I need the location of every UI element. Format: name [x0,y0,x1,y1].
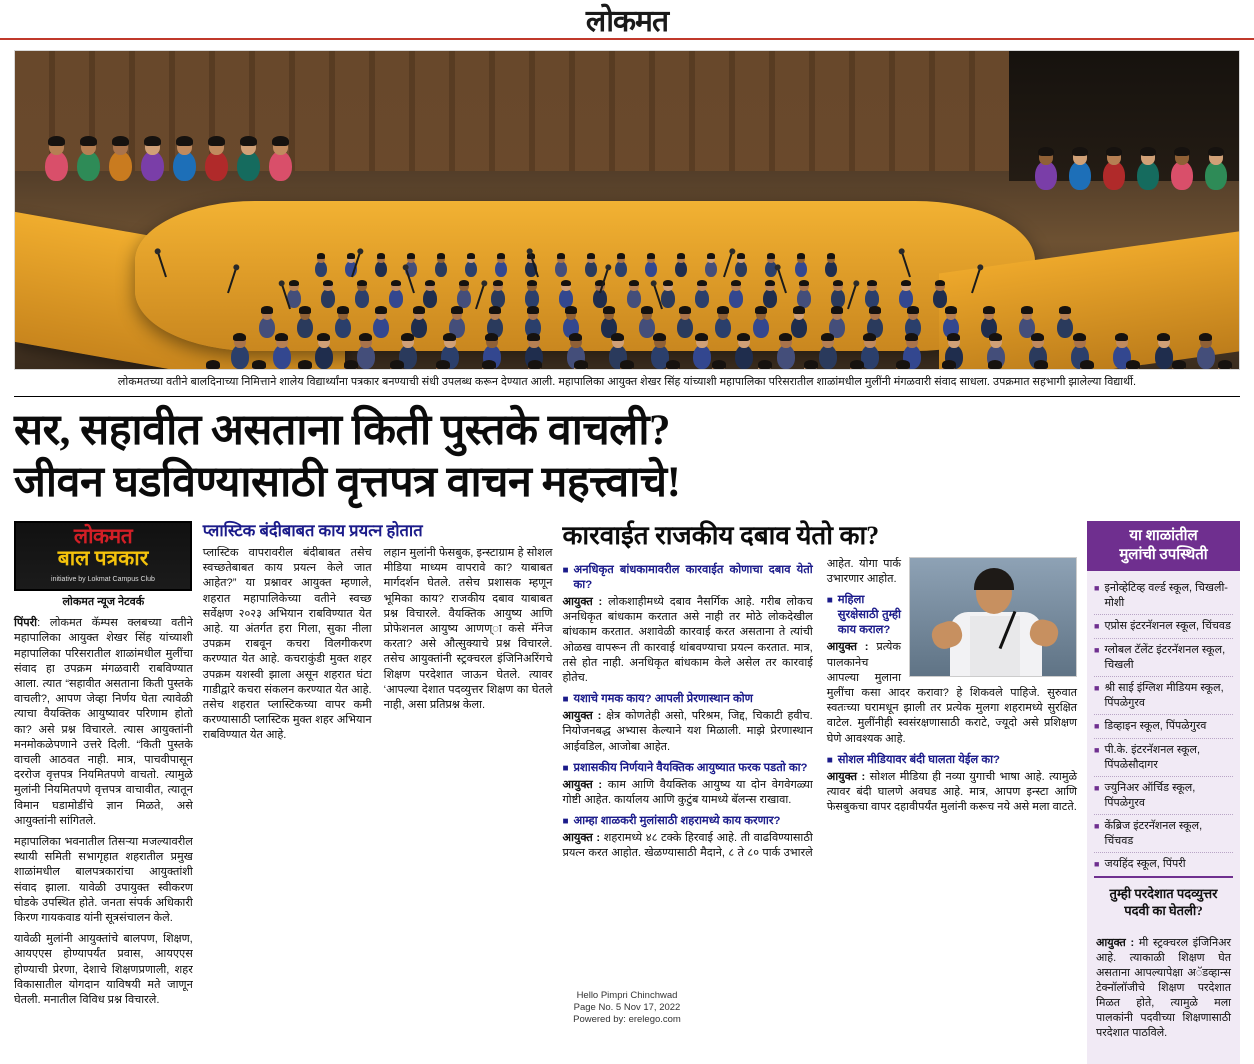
person-hair [947,333,960,341]
person-hair [737,253,746,259]
person [1197,345,1215,369]
person-hair [907,306,919,313]
person-hair [527,333,540,341]
sidebar-title-line-1: या शाळांतील [1129,528,1198,544]
list-item [1094,739,1233,777]
bullet-icon: ■ [1094,645,1100,655]
list-item [1094,577,1233,615]
person-hair [485,333,498,341]
bullet-icon: ■ [826,595,833,607]
col1-text-1: : लोकमत कॅम्पस क्लबच्या वतीने महापालिका आयुक्त शेखर सिंह यांच्याशी महापालिका परिसरातील शाळांमधील मुलींचा संवाद हा उपक्रम मंगळवारी राबविण्यात आला. त्यात “सहावीत असताना किती पुस्तके वाचली?, आपण जेव्हा निर्णय घेता त्यावेळी त्याचा वैयक्तिक आयुष्यावर परिणाम होतो का? असे प्रश्न विचारले. त्यास आयुक्तांनी मनमोकळेपणाने उत्तरे दिली. “किती पुस्तके वाचली आठवत नाही. मात्र, पाचवीपासून दररोज वृत्तपत्र नियमितपणे वाचतो. त्यामुळे मुलांनी नियमितपणे वृत्तपत्र वाचावीत, त्यातून विमान घडामोडींचे ज्ञान मिळते, असे आयुक्तांनी सांगितले. [14,617,193,827]
school-name: डिव्हाइन स्कूल, पिंपळेगुरव [1104,720,1207,732]
qa-answer-text: सोशल मीडिया ही नव्या युगाची भाषा आहे. त्यामुळे त्यावर बंदी घालणे अवघड आहे. मात्र, आपण इन्स्टा आणि फेसबुकचा वापर दहावीपर्यंत मुलांनी करूच नये असे मला वाटते. [826,770,1078,814]
page-body [0,40,1254,1064]
person-hair [1073,333,1086,341]
bullet-icon: ■ [1094,821,1100,831]
col1-paragraph-1 [14,616,193,829]
person-hair [767,253,776,259]
person-hair [401,333,414,341]
person-hair [298,360,312,369]
qa-item [562,692,812,755]
person [1155,345,1173,369]
person-hair [821,333,834,341]
person-hair [80,136,97,146]
person [729,289,743,308]
person-hair [779,333,792,341]
qa-answer-label: आयुक्त : [826,641,869,654]
masthead-logo: लोकमत [585,4,669,38]
person-hair [289,280,299,286]
person-hair [629,280,639,286]
bullet-icon: ■ [562,694,569,706]
person [375,261,387,277]
qa-item [562,761,812,808]
qa-question-text: यशाचे गमक काय? आपली प्रेरणास्थान कोण [573,693,753,706]
person [797,289,811,308]
person-hair [1031,333,1044,341]
footer-page-date: Page No. 5 Nov 17, 2022 [573,1002,681,1013]
subhead-plastic: प्लास्टिक बंदीबाबत काय प्रयत्न होतात [202,521,423,540]
person-hair [797,253,806,259]
person-hair [48,136,65,146]
person-hair [437,253,446,259]
person-hair [896,360,910,369]
person-hair [603,306,615,313]
person [735,261,747,277]
person-hair [1080,360,1094,369]
bal-patrakar-logo [14,521,192,591]
qa-answer-label: आयुक्त : [826,770,866,783]
person-hair [737,333,750,341]
person-hair [176,136,193,146]
qa-question-text: महिला सुरक्षेसाठी तुम्ही काय कराल? [837,594,902,637]
person [231,345,249,369]
person [495,261,507,277]
sidebar-answer-label: आयुक्त : [1096,937,1135,949]
person [315,261,327,277]
person-hair [391,280,401,286]
person [645,261,657,277]
person-hair [323,280,333,286]
person-hair [493,280,503,286]
school-name: पी.के. इंटरनॅशनल स्कूल, पिंपळेसौदागर [1104,744,1201,771]
person-hair [1208,147,1224,157]
person-hair [240,136,257,146]
person-hair [337,306,349,313]
person-hair [1199,333,1212,341]
person [791,317,807,338]
person-hair [712,360,726,369]
person [675,261,687,277]
bullet-icon: ■ [562,816,569,828]
sidebar-answer-text: मी स्ट्रक्चरल इंजिनिअर आहे. त्याकाळी शिक्षण घेत असताना आपल्यापेक्षा अॅडव्हान्स टेक्नॉलॉजीचे शिक्षण परदेशात मिळत होते, त्यामुळे मला पालकांनी पदवीच्या शिक्षणासाठी परदेशात पाठविले. [1096,937,1231,1039]
person-hair [252,360,266,369]
sidebar-question-head: तुम्ही परदेशात पदव्युत्तर पदवी का घेतली? [1094,876,1233,923]
person [269,151,292,181]
person [715,317,731,338]
headline-line-2: जीवन घडविण्यासाठी वृत्तपत्र वाचन महत्त्वाचे! [14,459,681,506]
bullet-icon: ■ [562,762,569,774]
person [1103,161,1125,190]
person-hair [1038,147,1054,157]
masthead [0,0,1254,40]
school-name: श्री साई इंग्लिश मीडियम स्कूल, पिंपळेगुरव [1104,682,1224,709]
person [297,317,313,338]
column-two [203,521,553,1064]
person-hair [344,360,358,369]
person-hair [869,306,881,313]
qa-block [562,557,1077,862]
photo-room-scene [15,51,1239,369]
person-hair [377,253,386,259]
person [77,151,100,181]
person-hair [1034,360,1048,369]
person-hair [663,280,673,286]
article-columns [14,521,1240,1064]
person-hair [755,306,767,313]
person [355,289,369,308]
person-hair [850,360,864,369]
bullet-icon: ■ [1094,859,1100,869]
person-hair [557,253,566,259]
person [933,289,947,308]
person-hair [272,136,289,146]
person-hair [611,333,624,341]
col1-paragraph-2: महापालिका भवनातील तिसऱ्या मजल्यावरील स्थायी समिती सभागृहात शहरातील प्रमुख शाळांमधील बालपत्रकारांचा आयुक्तांशी संवाद झाला. यावेळी उपायुक्त स्वीकरण घोडके उपस्थित होते. जनता संपर्क अधिकारी किरण गायकवाड यांनी सूत्रसंचालन केले. [14,836,193,925]
person [615,261,627,277]
qa-question [562,563,812,593]
subhead-political-pressure: कारवाईत राजकीय दबाव येतो का? [562,521,880,550]
qa-answer-text: प्रत्येक पालकानेच आपल्या मुलाना मुलींचा कसा आदर करावा? हे शिकवले पाहिजे. सुरुवात स्वतःच्या घरामधून झाली तर प्रत्येक मुलगा शहरामध्ये सुरक्षित वाटेल. मुलींनीही स्वसंरक्षणासाठी कराटे, ज्यूदो असे प्रशिक्षण घेणे आवश्यक आहे. [826,641,1078,745]
col2-text-block [203,546,553,744]
person [627,289,641,308]
footer-powered-by: Powered by: erelego.com [573,1014,681,1025]
bullet-icon: ■ [1094,783,1100,793]
qa-item [562,563,812,686]
person [1057,317,1073,338]
person-hair [697,280,707,286]
person-hair [527,280,537,286]
person-hair [407,253,416,259]
person [205,151,228,181]
person [753,317,769,338]
qa-answer-text: लोकशाहीमध्ये दबाव नैसर्गिक आहे. गरीब लोकच अनधिकृत बांधकाम करतात असे नाही तर मोठे लोकदेखील बांधकाम करतात. अशावेळी कारवाई करत असताना ते त्यांची ओळख वापरून ती कारवाई थांबवण्याचा प्रयत्न करतात. मात्र, तसे होत नाही. अनधिकृत बांधकाम केले असेल तर कारवाई होतेच. [562,596,813,685]
person-hair [1157,333,1170,341]
person-hair [359,333,372,341]
person [259,317,275,338]
person [109,151,132,181]
qa-answer-label: आयुक्त : [562,596,603,608]
list-item [1094,715,1233,739]
person [693,345,711,369]
person-hair [208,136,225,146]
person-hair [451,306,463,313]
person [273,345,291,369]
person-hair [459,280,469,286]
person-hair [144,136,161,146]
portrait-answer-text: शहरामध्ये ४८ टक्के हिरवाई आहे. ती वाढविण्यासाठी प्रयत्न करत आहोत. खेळण्यासाठी मैदाने, ८ ते ८० पार्क उभारले आहेत. योगा पार्क उभारणार आहोत. [562,558,902,860]
bullet-icon: ■ [1094,745,1100,755]
person [825,261,837,277]
school-name: इनोव्हेटिव्ह वर्ल्ड स्कूल, चिखली-मोशी [1104,582,1228,609]
bullet-icon: ■ [1094,683,1100,693]
person-hair [863,333,876,341]
col2-paragraph-1: प्लास्टिक वापरावरील बंदीबाबत तसेच स्वच्छतेबाबत काय प्रयत्न केले जात आहेत?” या प्रश्नावर आयुक्त म्हणाले, शहरात महापालिकेच्या वतीने स्वच्छ सर्वेक्षण २०२३ अभियान राबविण्यात येत आहे. या अंतर्गत हरा गिला, सुका नीला उपक्रम राबवून कचरा विलगीकरण करण्यात येत आहे. कचराकुंडी मुक्त शहर उपक्रम यशस्वी झाला असून शहरात घंटा गाडीद्वारे कचरा संकलन करण्यात येत आहे. तसेच शहरात प्लास्टिकच्या वापर कमी करण्यासाठी प्लास्टिक मुक्त शहर अभियान राबविण्यात येत आहे. [202,547,372,742]
qa-question [827,593,901,638]
person-hair [989,333,1002,341]
qa-answer-text: काम आणि वैयक्तिक आयुष्य या दोन वेगवेगळ्या गोष्टी आहेत. कार्यालय आणि कुटुंब यामध्ये बॅलन्स राखावा. [562,778,813,807]
person-hair [945,306,957,313]
school-name: जयहिंद स्कूल, पिंपरी [1104,858,1186,870]
person [1171,161,1193,190]
commissioner-portrait [909,557,1077,677]
list-item [1094,777,1233,815]
person-hair [707,253,716,259]
person [819,345,837,369]
person [1137,161,1159,190]
portrait-hair [974,568,1014,590]
person-hair [357,280,367,286]
person [661,289,675,308]
list-item [1094,615,1233,639]
byline: लोकमत न्यूज नेटवर्क [62,596,145,608]
person-hair [206,360,220,369]
person-hair [717,306,729,313]
person-hair [569,333,582,341]
school-name: ग्लोबल टॅलेंट इंटरनॅशनल स्कूल, चिखली [1104,644,1226,671]
person-hair [233,333,246,341]
person [559,289,573,308]
person-hair [317,253,326,259]
person [321,289,335,308]
qa-answer [562,778,812,808]
qa-question [562,761,812,776]
person [525,289,539,308]
person-hair [758,360,772,369]
person-hair [299,306,311,313]
person [465,261,477,277]
person [173,151,196,181]
person-hair [1172,360,1186,369]
school-name: एप्रोस इंटरनॅशनल स्कूल, चिंचवड [1104,620,1231,632]
person-hair [942,360,956,369]
person [335,317,351,338]
person-hair [317,333,330,341]
person-hair [561,280,571,286]
person-hair [793,306,805,313]
person-hair [1021,306,1033,313]
person-hair [731,280,741,286]
qa-answer [827,770,1077,816]
bullet-icon: ■ [826,754,833,766]
person-hair [565,306,577,313]
dateline: पिंपरी [14,617,38,630]
person [141,151,164,181]
person [357,345,375,369]
photo-caption: लोकमतच्या वतीने बालदिनाच्या निमित्ताने शालेय विद्यार्थ्यांना पत्रकार बनण्याची संधी उपलब्ध करून देण्यात आली. महापालिका आयुक्त शेखर सिंह यांच्याशी महापालिका परिसरातील शाळांमधील मुलींनी मंगळवारी संवाद साधला. उपक्रमात सहभागी झालेल्या विद्यार्थी. [14,370,1240,397]
person-hair [528,360,542,369]
lead-photo [14,50,1240,370]
person-hair [827,253,836,259]
person [423,289,437,308]
bullet-icon: ■ [1094,583,1100,593]
person-hair [641,306,653,313]
qa-question-text: अनधिकृत बांधकामावरील कारवाईत कोणाचा दबाव येतो का? [573,564,813,591]
person-hair [1059,306,1071,313]
person [705,261,717,277]
person [491,289,505,308]
person [831,289,845,308]
person-hair [482,360,496,369]
qa-answer [562,709,812,755]
person-hair [905,333,918,341]
person-hair [1072,147,1088,157]
person-hair [1115,333,1128,341]
column-three [562,521,1077,1064]
person-hair [653,333,666,341]
person [585,261,597,277]
qa-item [827,753,1077,816]
qa-question-text: प्रशासकीय निर्णयाने वैयक्तिक आयुष्यात फरक पडतो का? [573,761,808,774]
qa-answer [562,595,812,686]
person-hair [413,306,425,313]
person [777,345,795,369]
headline-block [14,397,1064,513]
portrait-answer-label: आयुक्त : [562,832,601,845]
person-hair [527,306,539,313]
list-item [1094,815,1233,853]
sidebar-title-line-2: मुलांची उपस्थिती [1119,547,1208,563]
person-hair [679,306,691,313]
person-hair [983,306,995,313]
school-name: केंब्रिज इंटरनॅशनल स्कूल, चिंचवड [1104,820,1203,847]
portrait-question-text: आम्हा शाळकरी मुलांसाठी शहरामध्ये काय करणार? [573,815,781,828]
bullet-icon: ■ [562,565,569,576]
person-hair [1174,147,1190,157]
school-name: ज्युनिअर ऑर्चिड स्कूल, पिंपळेगुरव [1104,782,1196,809]
person [555,261,567,277]
person-hair [935,280,945,286]
qa-question [827,753,1077,768]
person [899,289,913,308]
col2-paragraph-2: लहान मुलांनी फेसबुक, इन्स्टाग्राम हे सोशल मीडिया माध्यम वापरावे का? याबाबत मार्गदर्शन घेतले. तसेच प्रशासक म्हणून भूमिका काय? राजकीय दबाव याबाबत प्रश्न विचारले. वैयक्तिक आयुष्य आणि प्रोफेशनल आयुष्य आणण्ा कसे मॅनेज करता? असे औत्सुक्याचे प्रश्न विचारले. तसेच आयुक्तांनी स्ट्रक्चरल इंजिनिअरिंगचे शिक्षण परदेशात जाऊन घेतले. त्यावर ‘आपल्या देशात पदव्युत्तर शिक्षण का घेतले नाही, असा प्रतिप्रश्न केला. [383,547,553,712]
headline-line-1: सर, सहावीत असताना किती पुस्तके वाचली? [14,407,670,454]
person-hair [1106,147,1122,157]
person-hair [647,253,656,259]
sidebar-schools [1087,521,1240,1064]
footer-publication: Hello Pimpri Chinchwad [576,990,678,1001]
person-hair [497,253,506,259]
person-hair [1218,360,1232,369]
person [795,261,807,277]
person [373,317,389,338]
bullet-icon: ■ [1094,721,1100,731]
qa-question-text: सोशल मीडियावर बंदी घालता येईल का? [837,753,1001,766]
person-hair [831,306,843,313]
person [695,289,709,308]
person-hair [620,360,634,369]
person-hair [833,280,843,286]
qa-answer-label: आयुक्त : [562,778,603,791]
person-hair [443,333,456,341]
person [735,345,753,369]
person-hair [695,333,708,341]
person-hair [375,306,387,313]
person [457,289,471,308]
person [865,289,879,308]
sidebar-title [1087,521,1240,571]
person-hair [799,280,809,286]
person-hair [867,280,877,286]
person-hair [617,253,626,259]
person-hair [666,360,680,369]
person [1035,161,1057,190]
person-hair [574,360,588,369]
person [45,151,68,181]
person-hair [901,280,911,286]
person-hair [467,253,476,259]
person-hair [677,253,686,259]
portrait-question [562,814,812,829]
qa-answer-text: क्षेत्र कोणतेही असो, परिश्रम, जिद्द, चिकाटी हवीच. नियोजनबद्ध अभ्यास केल्याने यश मिळाली. माझे प्रेरणास्थान आईवडिल, आजोबा आहेत. [562,710,813,753]
qa-answer-label: आयुक्त : [562,710,602,723]
person [763,289,777,308]
person-hair [436,360,450,369]
portrait-kurta [970,616,1020,677]
bullet-icon: ■ [1094,621,1100,631]
person-hair [425,280,435,286]
audience-crowd [15,111,1239,369]
person-hair [347,253,356,259]
list-item [1094,639,1233,677]
person-hair [112,136,129,146]
list-item [1094,853,1233,876]
col1-paragraph-3: यावेळी मुलांनी आयुक्तांचे बालपण, शिक्षण, आयएएस होण्यापर्यंत प्रवास, आयएएस होण्याची प्रेरणा, देशाचे शिक्षणप्रणाली, शहर विकासातील योगदान याविषयी मते जाणून घेतली. मनातील विविध प्रश्न विचारले. [14,933,193,1007]
logo-line-3: initiative by Lokmat Campus Club [51,575,155,583]
logo-line-1: लोकमत [73,523,133,548]
person [1069,161,1091,190]
page-footer [0,990,1254,1026]
list-item [1094,677,1233,715]
person [315,345,333,369]
person-hair [1140,147,1156,157]
person [237,151,260,181]
column-one [14,521,193,1064]
person [1205,161,1227,190]
person-hair [390,360,404,369]
person-hair [275,333,288,341]
person [677,317,693,338]
person-hair [765,280,775,286]
person-hair [804,360,818,369]
person-hair [587,253,596,259]
person [435,261,447,277]
qa-question [562,692,812,707]
person-hair [261,306,273,313]
person [389,289,403,308]
person-hair [489,306,501,313]
person-hair [988,360,1002,369]
logo-line-2: बाल पत्रकार [57,545,149,570]
person-hair [1126,360,1140,369]
